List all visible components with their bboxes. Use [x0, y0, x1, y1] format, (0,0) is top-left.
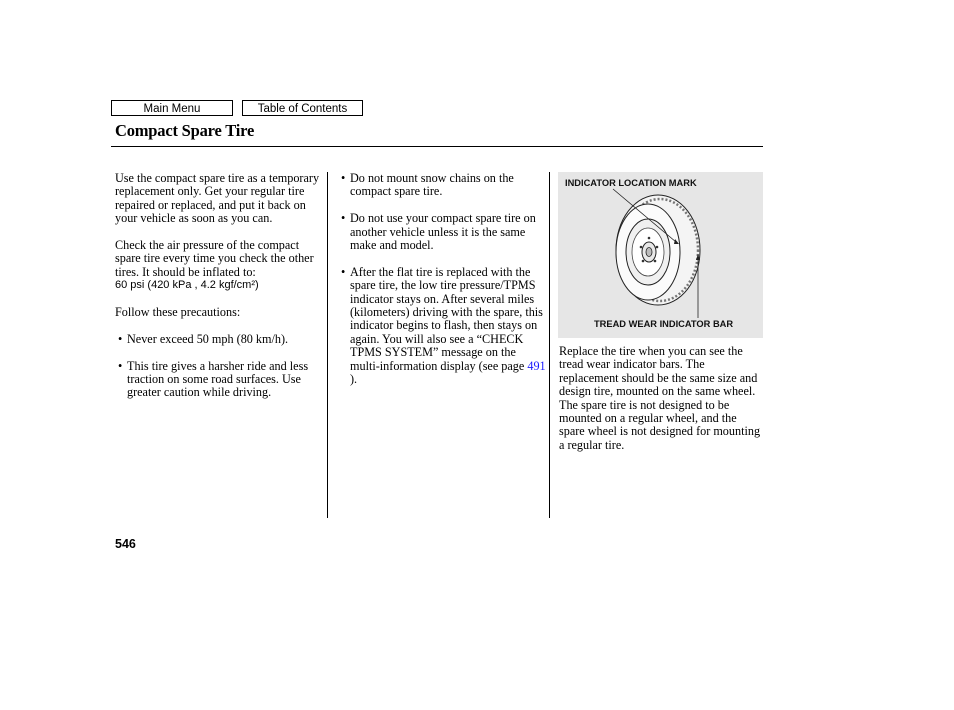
spare-tire-figure: [558, 172, 763, 338]
list-item: • Do not mount snow chains on the compact spare tire.: [341, 171, 514, 199]
tire-illustration: [558, 172, 763, 338]
page-number: 546: [115, 537, 136, 551]
bullet-icon: •: [341, 264, 346, 279]
list-item: • Never exceed 50 mph (80 km/h).: [118, 331, 289, 346]
list-item: • After the flat tire is replaced with the spare tire, the low tire pressure/TPMS indicator stays on. After several miles (kilometers) driving with the spare, this indicator begins to flash, then stays on again. You will also see a “CHECK TPMS SYSTEM” message on the multi-information display (see page 491 ).: [341, 264, 546, 387]
page-link-491[interactable]: 491: [527, 358, 546, 373]
column-divider-2: [549, 172, 550, 518]
list-item: • This tire gives a harsher ride and less traction on some road surfaces. Use greater caution while driving.: [118, 358, 309, 400]
pressure-value: 60 psi (420 kPa , 4.2 kgf/cm²): [115, 279, 259, 292]
pressure-paragraph: Check the air pressure of the compact spare tire every time you check the other tires. It should be inflated to:: [115, 238, 314, 279]
list-item: • Do not use your compact spare tire on another vehicle unless it is the same make and model.: [341, 211, 536, 253]
page-title: Compact Spare Tire: [115, 121, 255, 140]
precautions-heading: Follow these precautions:: [115, 305, 241, 320]
main-menu-button[interactable]: Main Menu: [111, 100, 233, 116]
column-3: [559, 345, 763, 452]
column-2: [338, 172, 546, 400]
title-divider: [111, 146, 763, 147]
column-divider-1: [327, 172, 328, 518]
tread-wear-indicator-bar-label: TREAD WEAR INDICATOR BAR: [594, 319, 734, 329]
column-1: [115, 172, 323, 413]
indicator-location-mark-label: INDICATOR LOCATION MARK: [565, 178, 697, 188]
replacement-paragraph: Replace the tire when you can see the tread wear indicator bars. The replacement should be the same size and design tire, mounted on the same wheel. The spare tire is not designed to be mounted on a regular wheel, and the spare wheel is not designed for mounting a regular tire.: [559, 344, 761, 452]
intro-paragraph: Use the compact spare tire as a temporary replacement only. Get your regular tire repaired or replaced, and put it back on your vehicle as soon as you can.: [115, 171, 320, 226]
bullet-icon: •: [341, 171, 346, 185]
table-of-contents-button[interactable]: Table of Contents: [242, 100, 363, 116]
bullet-icon: •: [118, 331, 123, 346]
bullet-icon: •: [118, 358, 123, 373]
bullet-icon: •: [341, 211, 346, 226]
